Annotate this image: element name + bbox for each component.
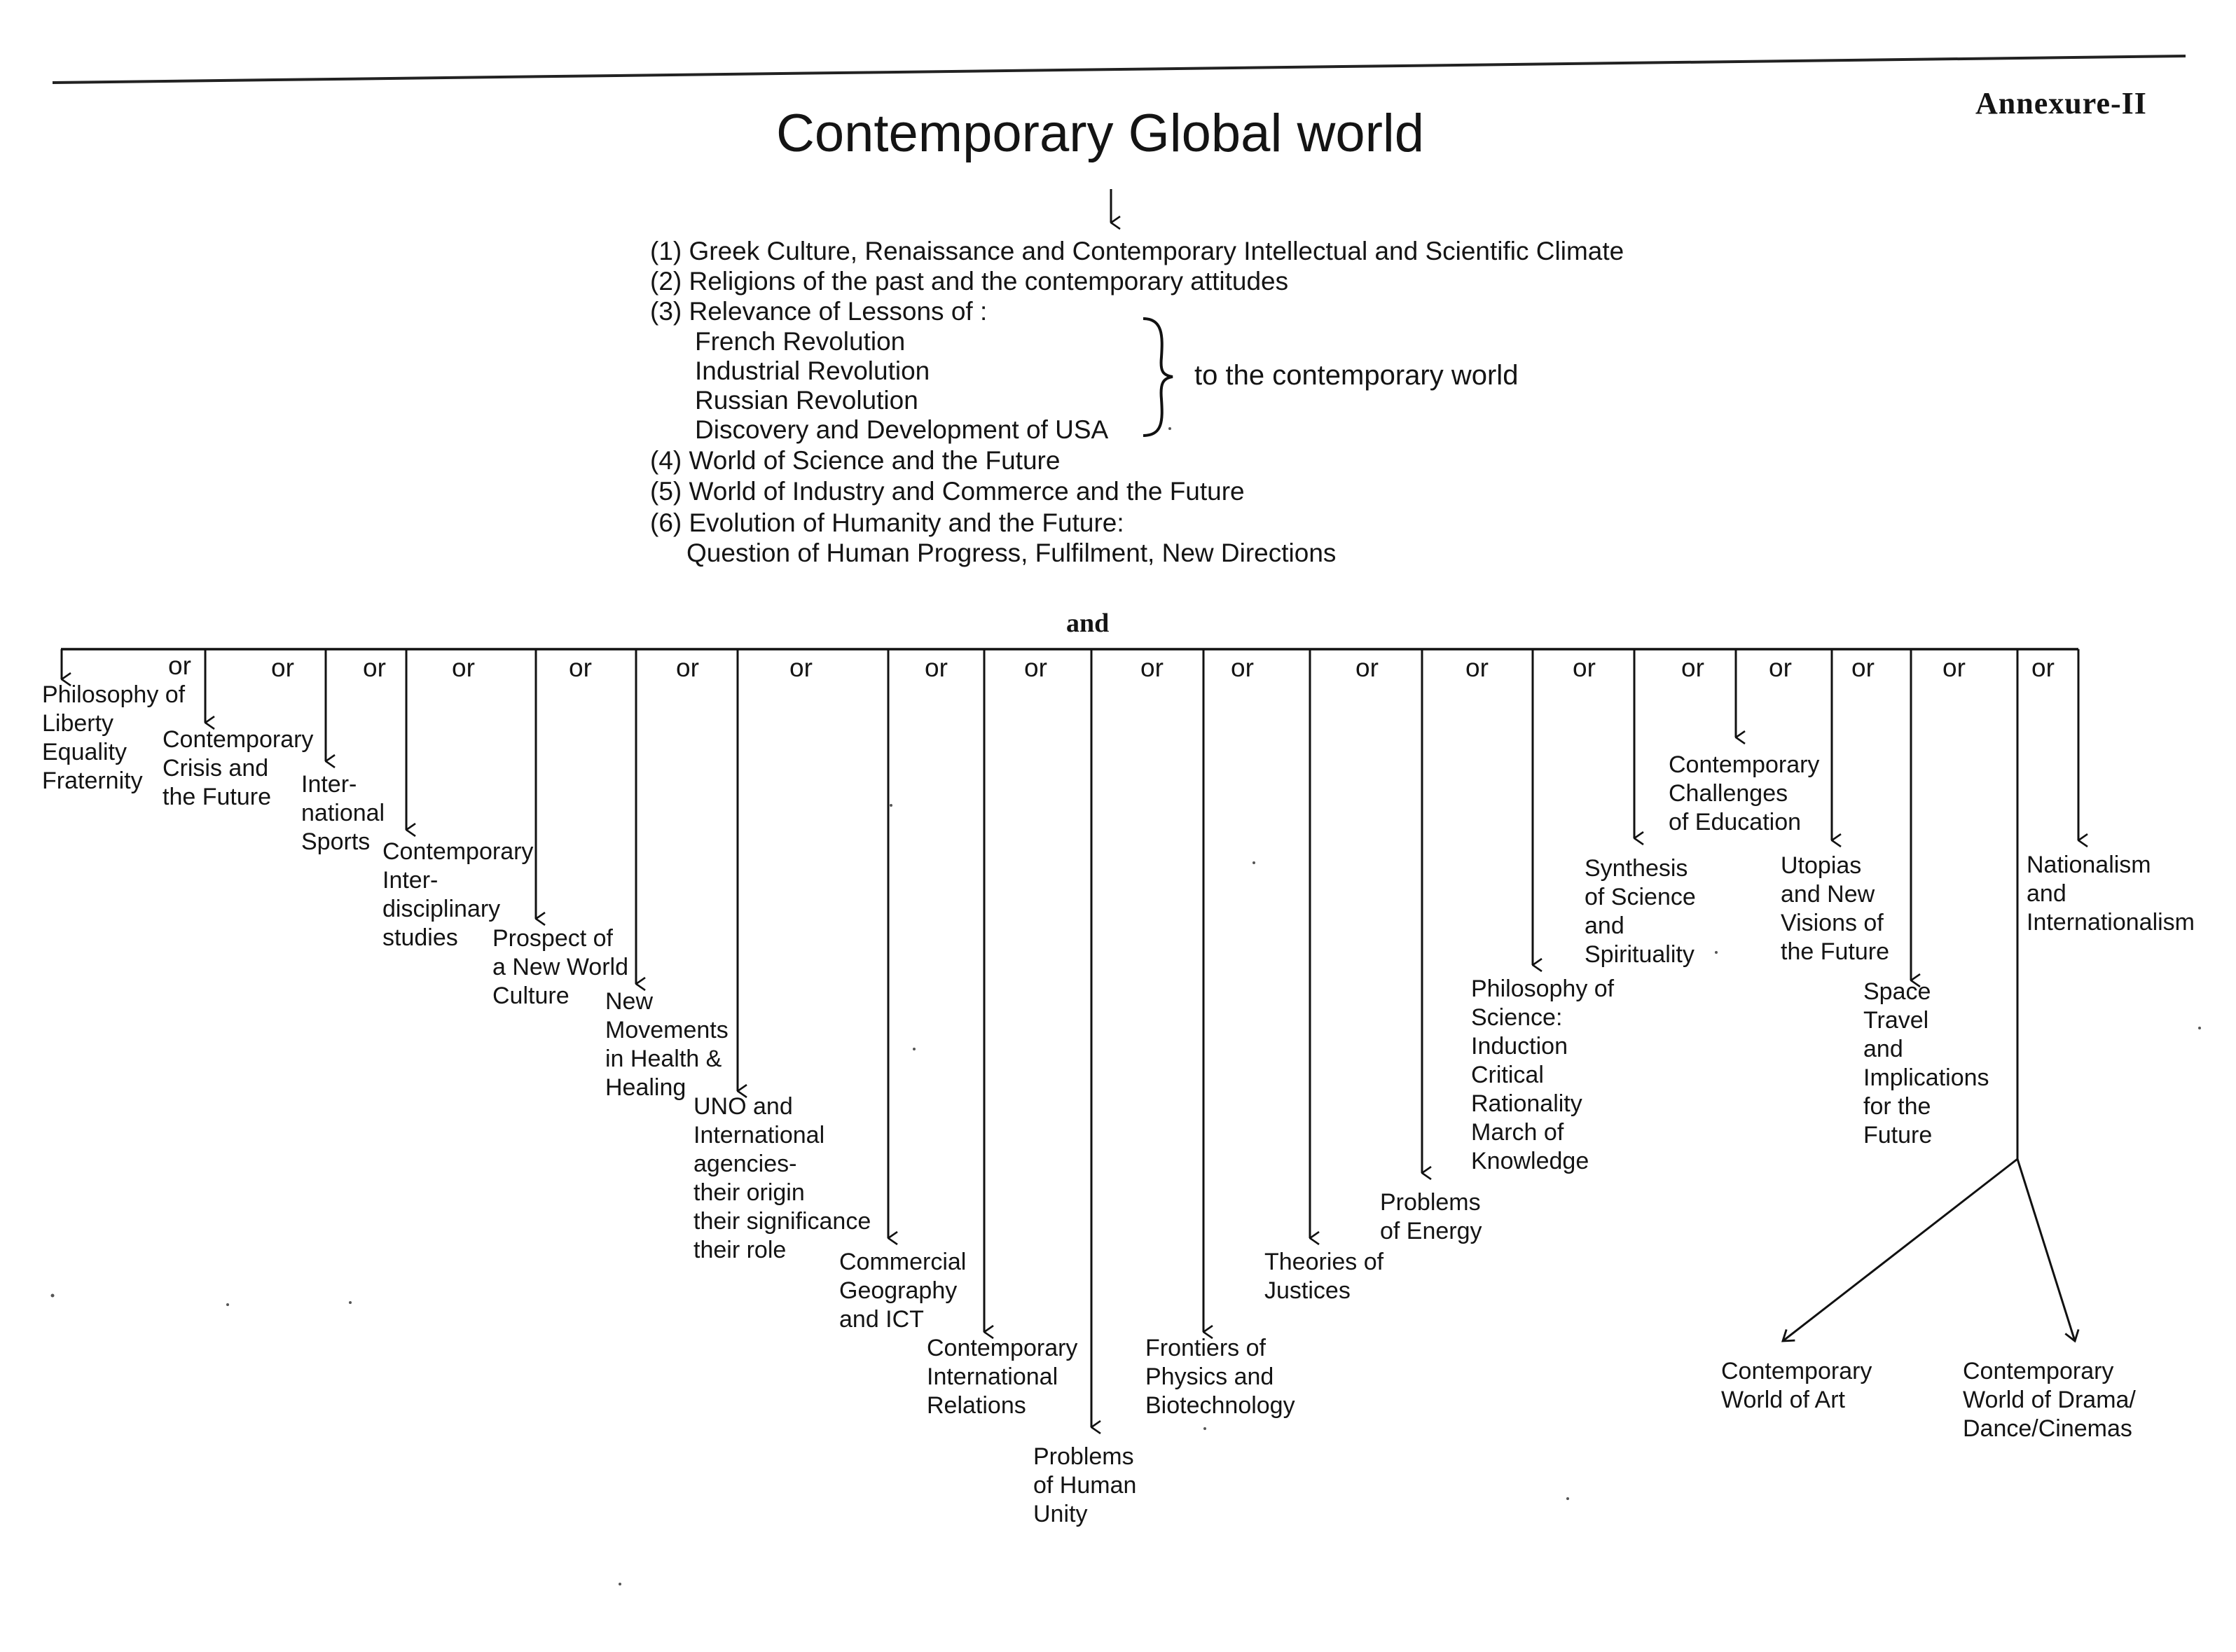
option-health-healing: New Movements in Health & Healing <box>605 988 729 1101</box>
intro-item-3: (3) Relevance of Lessons of : <box>650 297 988 326</box>
or-label: or <box>1681 653 1704 682</box>
diag-drama <box>2017 1159 2075 1341</box>
intro-item-1: (1) Greek Culture, Renaissance and Contemporary Intellectual and Scientific Climate <box>650 237 1624 265</box>
option-space-travel: Space Travel and Implications for the Future <box>1863 978 1989 1148</box>
or-label: or <box>789 653 813 682</box>
option-sports: Inter- national Sports <box>301 771 385 855</box>
top-rule <box>53 56 2186 83</box>
or-label: or <box>676 653 699 682</box>
option-utopias: Utopias and New Visions of the Future <box>1781 852 1889 965</box>
or-label: or <box>1355 653 1379 682</box>
intro-item-2: (2) Religions of the past and the contemporary attitudes <box>650 267 1289 296</box>
intro-item-6-sub: Question of Human Progress, Fulfilment, New Directions <box>686 539 1337 567</box>
or-label: or <box>925 653 948 682</box>
option-crisis: Contemporary Crisis and the Future <box>163 726 314 810</box>
lesson-industrial: Industrial Revolution <box>695 356 930 385</box>
option-physics-biotech: Frontiers of Physics and Biotechnology <box>1145 1335 1295 1419</box>
or-label: or <box>1851 653 1875 682</box>
option-world-culture: Prospect of a New World Culture <box>492 925 628 1009</box>
diag-art <box>1783 1159 2017 1341</box>
lesson-usa: Discovery and Development of USA <box>695 415 1109 444</box>
or-label: or <box>452 653 475 682</box>
option-international-relations: Contemporary International Relations <box>927 1335 1078 1419</box>
option-science-spirituality: Synthesis of Science and Spirituality <box>1585 855 1696 968</box>
annexure-label: Annexure-II <box>1975 86 2147 120</box>
lesson-russian: Russian Revolution <box>695 386 918 415</box>
option-nationalism: Nationalism and Internationalism <box>2027 852 2195 936</box>
or-label: or <box>1465 653 1489 682</box>
option-liberty: Philosophy of Liberty Equality Fraternity <box>42 681 186 794</box>
or-label: or <box>271 653 294 682</box>
or-label: or <box>1769 653 1792 682</box>
or-label: or <box>1573 653 1596 682</box>
lessons-suffix: to the contemporary world <box>1194 360 1519 391</box>
or-label: or <box>1140 653 1164 682</box>
or-label: or <box>1024 653 1047 682</box>
option-human-unity: Problems of Human Unity <box>1033 1443 1137 1527</box>
option-commercial-geography: Commercial Geography and ICT <box>839 1249 967 1333</box>
lessons-brace <box>1143 319 1173 436</box>
option-uno: UNO and International agencies- their origin their significance their role <box>693 1093 871 1263</box>
option-justices: Theories of Justices <box>1264 1249 1384 1304</box>
intro-item-4: (4) World of Science and the Future <box>650 446 1061 475</box>
option-education: Contemporary Challenges of Education <box>1669 751 1820 835</box>
or-label: or <box>168 651 191 680</box>
or-label: or <box>1942 653 1966 682</box>
or-label: or <box>2031 653 2055 682</box>
option-drama-dance: Contemporary World of Drama/ Dance/Cinemas <box>1963 1358 2136 1442</box>
or-label: or <box>569 653 592 682</box>
option-interdisciplinary: Contemporary Inter- disciplinary studies <box>382 838 534 951</box>
option-energy: Problems of Energy <box>1380 1189 1482 1244</box>
lesson-french: French Revolution <box>695 327 906 356</box>
intro-item-5: (5) World of Industry and Commerce and the Future <box>650 477 1245 506</box>
intro-item-6: (6) Evolution of Humanity and the Future: <box>650 508 1124 537</box>
option-philosophy-science: Philosophy of Science: Induction Critical Rationality March of Knowledge <box>1471 976 1615 1174</box>
option-world-art: Contemporary World of Art <box>1721 1358 1872 1413</box>
or-label: or <box>363 653 386 682</box>
page-title: Contemporary Global world <box>776 104 1425 163</box>
or-label: or <box>1231 653 1254 682</box>
and-label: and <box>1066 609 1110 638</box>
